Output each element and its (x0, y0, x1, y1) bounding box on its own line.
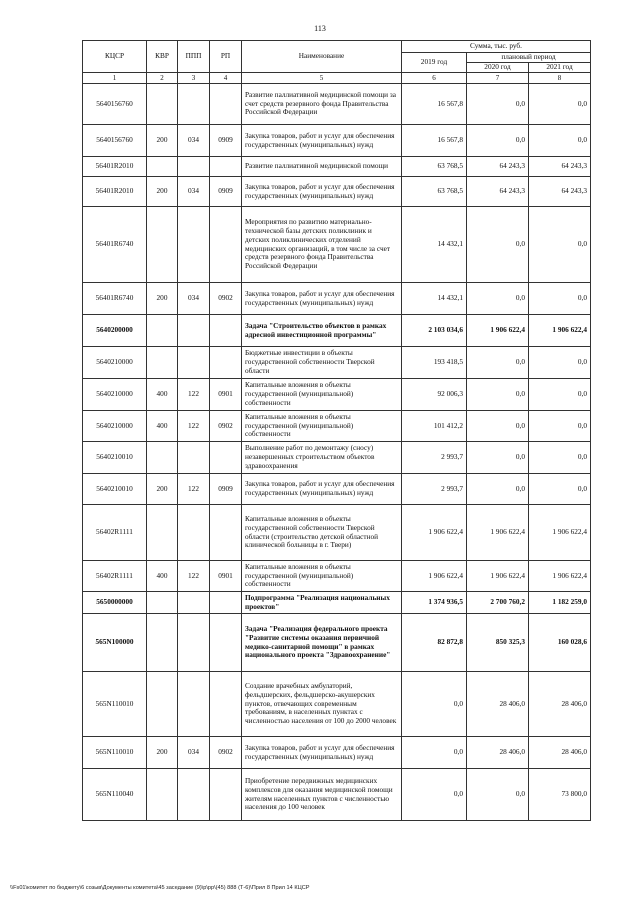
amount-2019-cell: 1 374 936,5 (402, 592, 467, 614)
table-row (83, 442, 591, 474)
column-number: 3 (178, 73, 210, 84)
header-name: Наименование (242, 41, 402, 73)
amount-2021-cell: 64 243,3 (529, 157, 591, 177)
rp-cell: 0909 (210, 125, 242, 157)
table-row (83, 157, 591, 177)
name-cell: Мероприятия по развитию материально-технической базы детских поликлиник и детских поликлинических отделений медицинских организаций, в том числе за счет средств резервного фонда Правительства Российской Федерации (242, 207, 402, 283)
rp-cell: 0902 (210, 283, 242, 315)
rp-cell (210, 84, 242, 125)
name-cell: Задача "Строительство объектов в рамках адресной инвестиционной программы" (242, 315, 402, 347)
column-number: 7 (467, 73, 529, 84)
ppp-cell (178, 592, 210, 614)
amount-2021-cell: 1 906 622,4 (529, 315, 591, 347)
header-kvr: КВР (147, 41, 178, 73)
kvr-cell: 400 (147, 379, 178, 411)
kvr-cell (147, 347, 178, 379)
rp-cell (210, 505, 242, 561)
amount-2021-cell: 1 906 622,4 (529, 505, 591, 561)
ppp-cell (178, 442, 210, 474)
amount-2021-cell: 1 906 622,4 (529, 561, 591, 592)
amount-2020-cell: 64 243,3 (467, 177, 529, 207)
kcsr-cell: 56401R2010 (83, 177, 147, 207)
amount-2019-cell: 193 418,5 (402, 347, 467, 379)
amount-2020-cell: 0,0 (467, 125, 529, 157)
name-cell: Выполнение работ по демонтажу (сносу) незавершенных строительством объектов здравоохранения (242, 442, 402, 474)
name-cell: Задача "Реализация федерального проекта "Развитие системы оказания первичной медико-санитарной помощи" в рамках национального проекта "Здравоохранение" (242, 614, 402, 672)
table-row (83, 474, 591, 505)
table-row (83, 592, 591, 614)
amount-2020-cell: 64 243,3 (467, 157, 529, 177)
rp-cell (210, 592, 242, 614)
name-cell: Закупка товаров, работ и услуг для обеспечения государственных (муниципальных) нужд (242, 737, 402, 769)
name-cell: Приобретение передвижных медицинских комплексов для оказания медицинской помощи жителям населенных пунктов с численностью населения до 100 человек (242, 769, 402, 821)
ppp-cell (178, 769, 210, 821)
kcsr-cell: 565N100000 (83, 614, 147, 672)
name-cell: Закупка товаров, работ и услуг для обеспечения государственных (муниципальных) нужд (242, 177, 402, 207)
column-number: 2 (147, 73, 178, 84)
amount-2019-cell: 2 103 034,6 (402, 315, 467, 347)
amount-2019-cell: 16 567,8 (402, 125, 467, 157)
kcsr-cell: 5640156760 (83, 125, 147, 157)
kvr-cell: 200 (147, 125, 178, 157)
column-number-row (83, 73, 591, 84)
amount-2021-cell: 0,0 (529, 379, 591, 411)
table-row (83, 737, 591, 769)
kcsr-cell: 565N110010 (83, 737, 147, 769)
table-header (83, 41, 591, 84)
rp-cell: 0909 (210, 474, 242, 505)
ppp-cell: 122 (178, 474, 210, 505)
amount-2019-cell: 16 567,8 (402, 84, 467, 125)
amount-2020-cell: 0,0 (467, 347, 529, 379)
ppp-cell: 122 (178, 411, 210, 442)
kvr-cell (147, 672, 178, 737)
header-rp: РП (210, 41, 242, 73)
amount-2019-cell: 2 993,7 (402, 474, 467, 505)
rp-cell (210, 207, 242, 283)
table-row (83, 614, 591, 672)
table-body (83, 84, 591, 821)
header-planned: плановый период (467, 53, 591, 63)
amount-2019-cell: 0,0 (402, 672, 467, 737)
name-cell: Закупка товаров, работ и услуг для обеспечения государственных (муниципальных) нужд (242, 125, 402, 157)
name-cell: Капитальные вложения в объекты государственной (муниципальной) собственности (242, 379, 402, 411)
amount-2019-cell: 63 768,5 (402, 157, 467, 177)
amount-2020-cell: 0,0 (467, 442, 529, 474)
column-number: 4 (210, 73, 242, 84)
amount-2020-cell: 1 906 622,4 (467, 561, 529, 592)
column-number: 1 (83, 73, 147, 84)
amount-2019-cell: 1 906 622,4 (402, 505, 467, 561)
kcsr-cell: 565N110040 (83, 769, 147, 821)
amount-2020-cell: 28 406,0 (467, 737, 529, 769)
kvr-cell: 200 (147, 283, 178, 315)
kcsr-cell: 5640210010 (83, 442, 147, 474)
kvr-cell (147, 769, 178, 821)
kcsr-cell: 5640210000 (83, 411, 147, 442)
table-row (83, 84, 591, 125)
amount-2021-cell: 0,0 (529, 84, 591, 125)
amount-2020-cell: 850 325,3 (467, 614, 529, 672)
amount-2020-cell: 0,0 (467, 84, 529, 125)
amount-2021-cell: 0,0 (529, 347, 591, 379)
kvr-cell: 400 (147, 411, 178, 442)
kvr-cell (147, 207, 178, 283)
kvr-cell (147, 157, 178, 177)
amount-2019-cell: 2 993,7 (402, 442, 467, 474)
rp-cell (210, 672, 242, 737)
name-cell: Капитальные вложения в объекты государственной собственности Тверской области (строительство детской областной клинической больницы в г. Твери) (242, 505, 402, 561)
amount-2019-cell: 0,0 (402, 737, 467, 769)
amount-2021-cell: 0,0 (529, 207, 591, 283)
table-row (83, 379, 591, 411)
amount-2021-cell: 64 243,3 (529, 177, 591, 207)
table-row (83, 769, 591, 821)
amount-2020-cell: 0,0 (467, 283, 529, 315)
amount-2019-cell: 82 872,8 (402, 614, 467, 672)
name-cell: Развитие паллиативной медицинской помощи за счет средств резервного фонда Правительства Российской Федерации (242, 84, 402, 125)
kcsr-cell: 5640156760 (83, 84, 147, 125)
table-row (83, 347, 591, 379)
ppp-cell: 122 (178, 379, 210, 411)
name-cell: Закупка товаров, работ и услуг для обеспечения государственных (муниципальных) нужд (242, 474, 402, 505)
kcsr-cell: 56402R1111 (83, 561, 147, 592)
ppp-cell (178, 614, 210, 672)
amount-2021-cell: 73 800,0 (529, 769, 591, 821)
ppp-cell (178, 315, 210, 347)
header-sum: Сумма, тыс. руб. (402, 41, 591, 53)
header-kcsr: КЦСР (83, 41, 147, 73)
page-number: 113 (314, 24, 326, 33)
kcsr-cell: 56401R2010 (83, 157, 147, 177)
table-row (83, 283, 591, 315)
amount-2019-cell: 14 432,1 (402, 207, 467, 283)
ppp-cell (178, 157, 210, 177)
budget-table (82, 40, 591, 821)
kcsr-cell: 5640210000 (83, 379, 147, 411)
amount-2021-cell: 0,0 (529, 283, 591, 315)
kvr-cell: 200 (147, 177, 178, 207)
name-cell: Подпрограмма "Реализация национальных проектов" (242, 592, 402, 614)
kvr-cell: 200 (147, 737, 178, 769)
amount-2020-cell: 0,0 (467, 379, 529, 411)
amount-2021-cell: 0,0 (529, 411, 591, 442)
column-number: 5 (242, 73, 402, 84)
table-row (83, 411, 591, 442)
rp-cell: 0902 (210, 411, 242, 442)
name-cell: Бюджетные инвестиции в объекты государственной собственности Тверской области (242, 347, 402, 379)
kcsr-cell: 5640200000 (83, 315, 147, 347)
kvr-cell (147, 592, 178, 614)
table-row (83, 125, 591, 157)
ppp-cell (178, 207, 210, 283)
ppp-cell (178, 347, 210, 379)
kcsr-cell: 5640210000 (83, 347, 147, 379)
amount-2019-cell: 0,0 (402, 769, 467, 821)
amount-2020-cell: 0,0 (467, 207, 529, 283)
table-row (83, 672, 591, 737)
amount-2019-cell: 63 768,5 (402, 177, 467, 207)
rp-cell: 0909 (210, 177, 242, 207)
table-row (83, 315, 591, 347)
amount-2019-cell: 101 412,2 (402, 411, 467, 442)
kcsr-cell: 56401R6740 (83, 283, 147, 315)
ppp-cell: 034 (178, 125, 210, 157)
amount-2020-cell: 28 406,0 (467, 672, 529, 737)
amount-2020-cell: 1 906 622,4 (467, 315, 529, 347)
rp-cell (210, 157, 242, 177)
rp-cell (210, 315, 242, 347)
amount-2020-cell: 0,0 (467, 411, 529, 442)
kvr-cell: 400 (147, 561, 178, 592)
table-row (83, 505, 591, 561)
ppp-cell (178, 672, 210, 737)
ppp-cell: 122 (178, 561, 210, 592)
kvr-cell (147, 442, 178, 474)
amount-2020-cell: 1 906 622,4 (467, 505, 529, 561)
rp-cell: 0902 (210, 737, 242, 769)
ppp-cell: 034 (178, 283, 210, 315)
amount-2021-cell: 0,0 (529, 474, 591, 505)
name-cell: Закупка товаров, работ и услуг для обеспечения государственных (муниципальных) нужд (242, 283, 402, 315)
kcsr-cell: 56401R6740 (83, 207, 147, 283)
kvr-cell (147, 505, 178, 561)
amount-2019-cell: 92 006,3 (402, 379, 467, 411)
amount-2020-cell: 2 700 760,2 (467, 592, 529, 614)
kvr-cell (147, 84, 178, 125)
file-path-footer: \\Fs01\комитет по бюджету\6 созыв\Документы комитета\45 заседание (9)\р\рр\(45) 888 (Т-6)\Прил 8 Прил 14 КЦСР (10, 885, 310, 891)
kcsr-cell: 565N110010 (83, 672, 147, 737)
kcsr-cell: 56402R1111 (83, 505, 147, 561)
amount-2021-cell: 0,0 (529, 125, 591, 157)
column-number: 6 (402, 73, 467, 84)
kvr-cell (147, 315, 178, 347)
name-cell: Капитальные вложения в объекты государственной (муниципальной) собственности (242, 561, 402, 592)
header-2021: 2021 год (529, 63, 591, 73)
table-row (83, 207, 591, 283)
amount-2020-cell: 0,0 (467, 769, 529, 821)
amount-2019-cell: 1 906 622,4 (402, 561, 467, 592)
amount-2021-cell: 0,0 (529, 442, 591, 474)
header-ppp: ППП (178, 41, 210, 73)
kcsr-cell: 5640210010 (83, 474, 147, 505)
table-row (83, 561, 591, 592)
ppp-cell: 034 (178, 737, 210, 769)
name-cell: Создание врачебных амбулаторий, фельдшерских, фельдшерско-акушерских пунктов, отвечающих современным требованиям, в населенных пунктах с численностью населения от 100 до 2000 человек (242, 672, 402, 737)
kvr-cell: 200 (147, 474, 178, 505)
kcsr-cell: 5650000000 (83, 592, 147, 614)
rp-cell: 0901 (210, 561, 242, 592)
rp-cell: 0901 (210, 379, 242, 411)
amount-2021-cell: 160 028,6 (529, 614, 591, 672)
amount-2021-cell: 28 406,0 (529, 672, 591, 737)
rp-cell (210, 769, 242, 821)
amount-2021-cell: 28 406,0 (529, 737, 591, 769)
name-cell: Развитие паллиативной медицинской помощи (242, 157, 402, 177)
amount-2019-cell: 14 432,1 (402, 283, 467, 315)
ppp-cell: 034 (178, 177, 210, 207)
name-cell: Капитальные вложения в объекты государственной (муниципальной) собственности (242, 411, 402, 442)
amount-2021-cell: 1 182 259,0 (529, 592, 591, 614)
rp-cell (210, 442, 242, 474)
amount-2020-cell: 0,0 (467, 474, 529, 505)
rp-cell (210, 347, 242, 379)
column-number: 8 (529, 73, 591, 84)
ppp-cell (178, 505, 210, 561)
ppp-cell (178, 84, 210, 125)
rp-cell (210, 614, 242, 672)
kvr-cell (147, 614, 178, 672)
header-2019: 2019 год (402, 53, 467, 73)
header-2020: 2020 год (467, 63, 529, 73)
table-row (83, 177, 591, 207)
